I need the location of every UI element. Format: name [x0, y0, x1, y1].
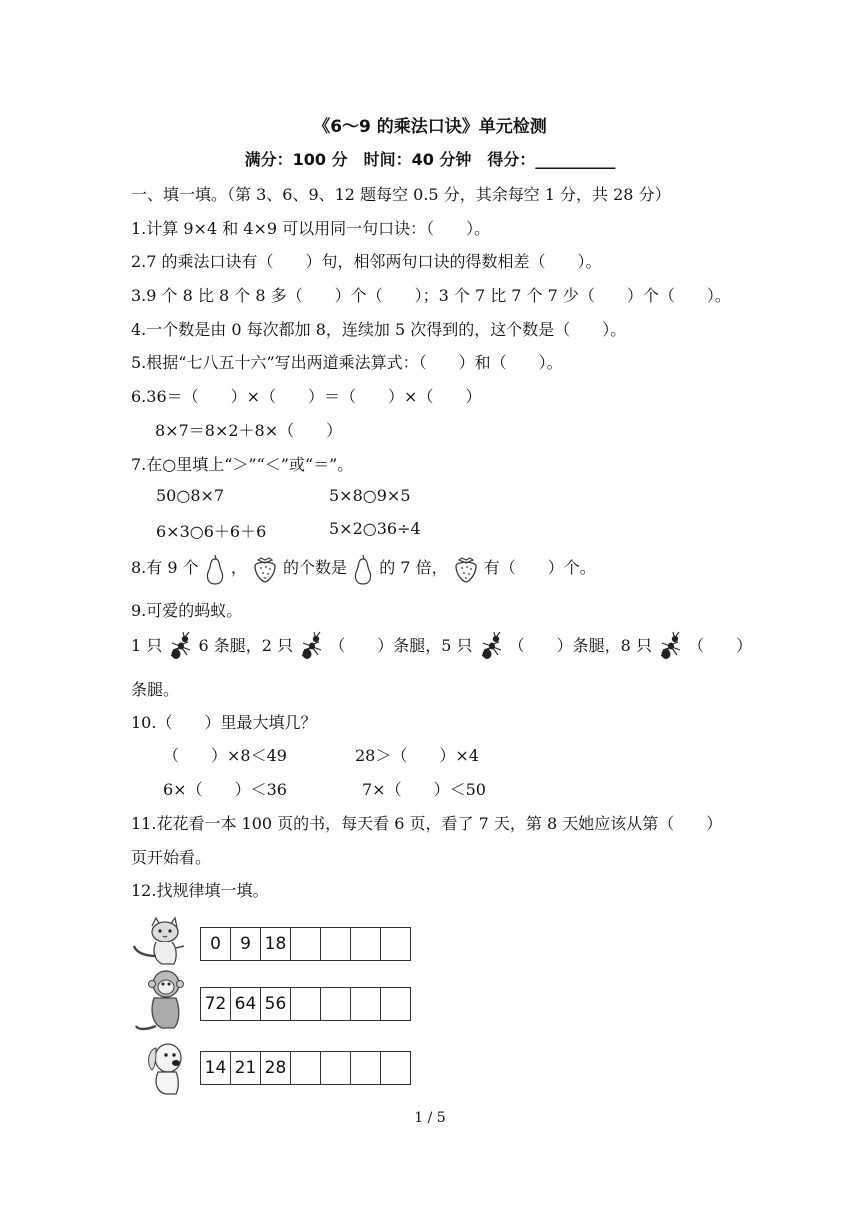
- question-11-line2: 页开始看。: [131, 848, 212, 867]
- question-6-line1: 6.36＝（ ）×（ ）＝（ ）×（ ）: [131, 387, 482, 406]
- grid-cell[interactable]: 0: [201, 928, 231, 960]
- sequence-grid-3: [200, 1051, 411, 1085]
- q10-item-d: 7×（ ）＜50: [362, 780, 486, 799]
- q9-text-5: （ ）: [688, 636, 753, 655]
- q8-text-5: 有（ ）个。: [483, 558, 596, 577]
- section-heading: 一、填一填。（第 3、6、9、12 题每空 0.5 分，其余每空 1 分，共 28 分）: [131, 185, 671, 204]
- grid-cell[interactable]: [381, 928, 410, 960]
- ant-icon: [478, 631, 504, 663]
- sequence-grid-1: [200, 927, 411, 961]
- q7-item-c: 6×3○6＋6＋6: [156, 522, 267, 541]
- grid-cell[interactable]: 18: [261, 928, 291, 960]
- q10-item-b: 28＞（ ）×4: [355, 746, 479, 765]
- question-9: 9.可爱的蚂蚁。: [131, 601, 243, 620]
- exam-info-text: 满分：100 分 时间：40 分钟 得分：: [244, 150, 536, 169]
- grid-cell[interactable]: 64: [231, 988, 261, 1020]
- grid-cell[interactable]: 28: [261, 1052, 291, 1084]
- grid-cell[interactable]: [351, 1052, 381, 1084]
- q8-text-1: 8.有 9 个: [131, 558, 199, 577]
- ant-icon: [167, 631, 193, 663]
- question-9-body: [131, 628, 752, 664]
- q9-text-1: 1 只: [131, 636, 163, 655]
- question-6-line2: 8×7＝8×2＋8×（ ）: [155, 421, 343, 440]
- pear-icon: [204, 552, 226, 586]
- q7-item-b: 5×8○9×5: [329, 486, 411, 505]
- grid-cell[interactable]: [291, 988, 321, 1020]
- ant-icon: [657, 631, 683, 663]
- dog-icon: [136, 1038, 192, 1098]
- grid-cell[interactable]: 56: [261, 988, 291, 1020]
- q10-item-c: 6×（ ）＜36: [163, 780, 287, 799]
- q10-item-a: （ ）×8＜49: [163, 746, 287, 765]
- grid-cell[interactable]: [351, 928, 381, 960]
- q8-text-3: 的个数是: [283, 558, 348, 577]
- question-8: [131, 548, 596, 588]
- question-9-tail: 条腿。: [131, 680, 180, 699]
- page-title: 《6～9 的乘法口诀》单元检测: [313, 117, 547, 137]
- q7-item-a: 50○8×7: [156, 486, 225, 505]
- exam-info: [0, 147, 860, 170]
- grid-cell[interactable]: [291, 928, 321, 960]
- sequence-grid-2: [200, 987, 411, 1021]
- grid-cell[interactable]: [321, 928, 351, 960]
- cat-icon: [132, 916, 192, 968]
- pear-icon: [352, 552, 374, 586]
- question-5: 5.根据“七八五十六”写出两道乘法算式：（ ）和（ ）。: [131, 353, 563, 372]
- question-11-line1: 11.花花看一本 100 页的书，每天看 6 页，看了 7 天，第 8 天她应该从第（ ）: [131, 814, 723, 833]
- question-4: 4.一个数是由 0 每次都加 8，连续加 5 次得到的，这个数是（ ）。: [131, 320, 627, 339]
- q8-text-2: ，: [230, 558, 247, 577]
- question-2: 2.7 的乘法口诀有（ ）句，相邻两句口诀的得数相差（ ）。: [131, 252, 602, 271]
- grid-cell[interactable]: 72: [201, 988, 231, 1020]
- q7-item-d: 5×2○36÷4: [329, 519, 421, 538]
- ant-icon: [298, 631, 324, 663]
- grid-cell[interactable]: [321, 988, 351, 1020]
- question-3: 3.9 个 8 比 8 个 8 多（ ）个（ ）；3 个 7 比 7 个 7 少（ ）个（ ）。: [131, 286, 731, 305]
- strawberry-icon: [252, 554, 278, 584]
- question-12: 12.找规律填一填。: [131, 881, 269, 900]
- grid-cell[interactable]: [381, 1052, 410, 1084]
- strawberry-icon: [453, 554, 479, 584]
- question-10: 10.（ ）里最大填几？: [131, 713, 317, 732]
- grid-cell[interactable]: [351, 988, 381, 1020]
- q9-text-3: （ ）条腿，5 只: [329, 636, 473, 655]
- question-7: 7.在○里填上“＞”“＜”或“＝”。: [131, 455, 354, 474]
- score-blank: __________: [535, 150, 616, 169]
- grid-cell[interactable]: [291, 1052, 321, 1084]
- question-1: 1.计算 9×4 和 4×9 可以用同一句口诀：（ ）。: [131, 219, 491, 238]
- monkey-icon: [134, 968, 196, 1034]
- grid-cell[interactable]: 9: [231, 928, 261, 960]
- q9-text-4: （ ）条腿，8 只: [508, 636, 652, 655]
- grid-cell[interactable]: [381, 988, 410, 1020]
- grid-cell[interactable]: 21: [231, 1052, 261, 1084]
- q9-text-2: 6 条腿，2 只: [198, 636, 294, 655]
- grid-cell[interactable]: 14: [201, 1052, 231, 1084]
- grid-cell[interactable]: [321, 1052, 351, 1084]
- page-number: 1 / 5: [414, 1110, 446, 1126]
- q8-text-4: 的 7 倍，: [379, 558, 448, 577]
